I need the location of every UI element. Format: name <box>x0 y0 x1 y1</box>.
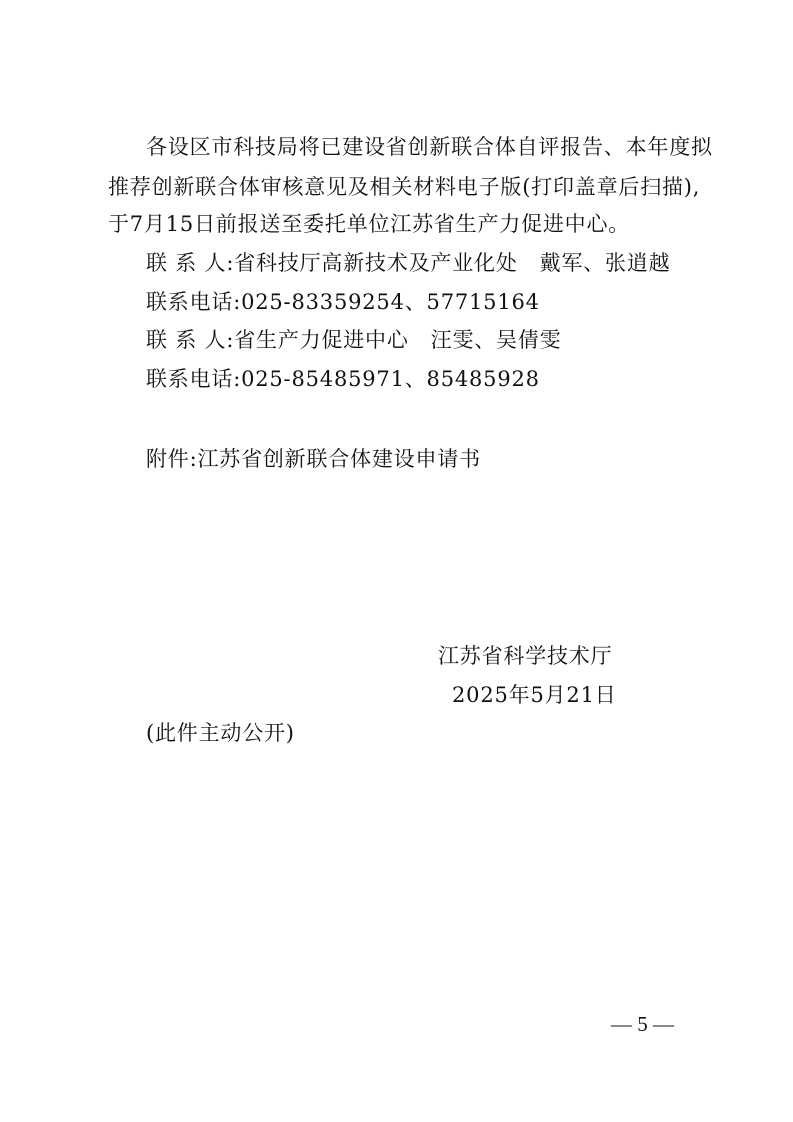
contact-person-department: 省科技厅高新技术及产业化处 <box>234 251 518 275</box>
signing-organization: 江苏省科学技术厅 <box>438 644 613 668</box>
contact-phone-2 <box>146 364 540 394</box>
contact-person-2 <box>146 325 561 355</box>
contact-person-names: 戴军、张逍越 <box>539 251 671 275</box>
contact-phone-label: 联系电话: <box>146 290 242 314</box>
contact-person-label: 联 系 人: <box>146 251 235 275</box>
signing-date: 2025年5月21日 <box>452 683 617 707</box>
attachment-line: 附件:江苏省创新联合体建设申请书 <box>146 447 481 471</box>
body-paragraph-line-3: 于7月15日前报送至委托单位江苏省生产力促进中心。 <box>108 212 631 236</box>
contact-person-label: 联 系 人: <box>146 328 235 352</box>
disclosure-notice: (此件主动公开) <box>146 721 295 745</box>
contact-person-department: 省生产力促进中心 <box>234 328 409 352</box>
body-paragraph-line-2: 推荐创新联合体审核意见及相关材料电子版(打印盖章后扫描), <box>108 175 701 199</box>
page-number: — 5 — <box>611 1012 674 1036</box>
body-paragraph-line-1: 各设区市科技局将已建设省创新联合体自评报告、本年度拟 <box>146 135 713 159</box>
contact-person-names: 汪雯、吴倩雯 <box>430 328 562 352</box>
contact-phone-number: 025-83359254、57715164 <box>241 290 540 314</box>
contact-phone-label: 联系电话: <box>146 367 242 391</box>
contact-phone-number: 025-85485971、85485928 <box>241 367 540 391</box>
contact-person-1 <box>146 248 670 278</box>
contact-phone-1 <box>146 287 540 317</box>
